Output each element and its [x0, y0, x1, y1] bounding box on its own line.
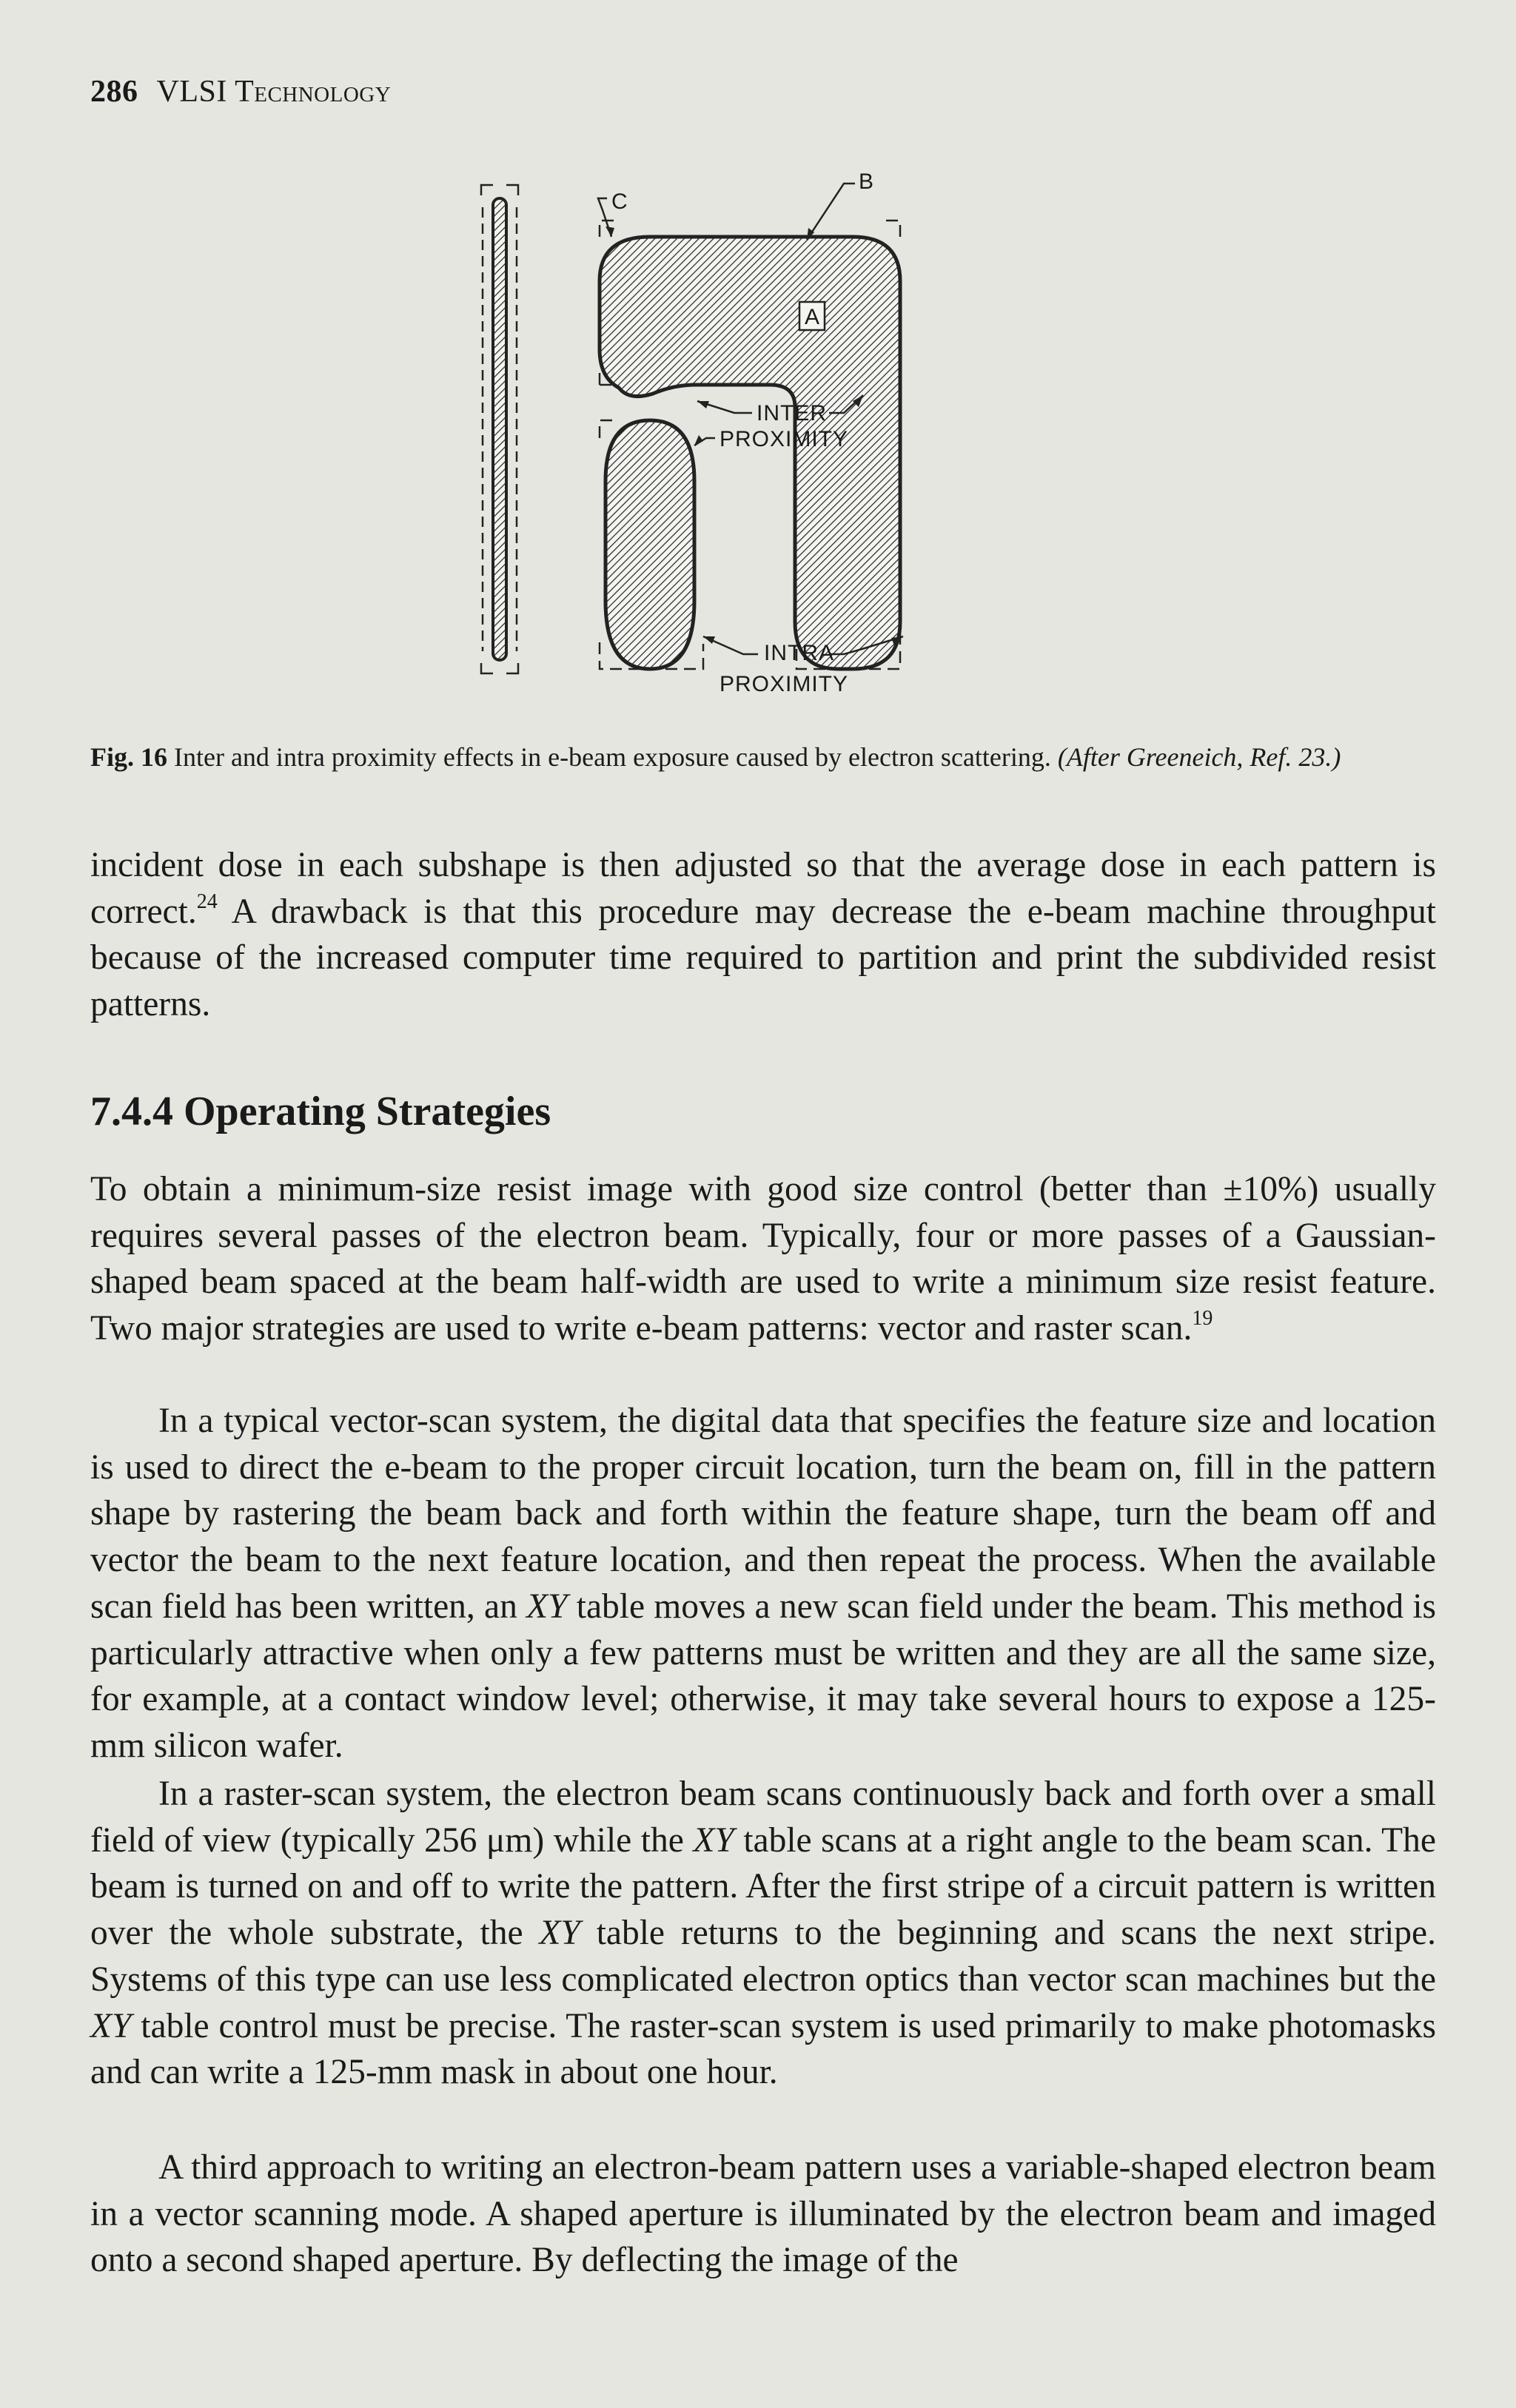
running-title: VLSI Technology [156, 75, 392, 109]
p1-text: To obtain a minimum-size resist image with good size control (better than ±10%) usually requires several passes of the electron beam. Typically, four or more passes of a Gaussian-shaped beam spaced at the beam half-width are used to write a minimum size resist feature. Two major strategies are used to write e-beam patterns: vector and raster scan. [90, 1170, 1436, 1348]
p3-text-c: table returns to the beginning and scans the next stripe. Systems of this type can use less complicated electron optics than vector scan machines but the [90, 1914, 1436, 1999]
paragraph-vector-scan [90, 1398, 1436, 1769]
reference-19: 19 [1192, 1307, 1213, 1331]
p3-text-a: In a raster-scan system, the electron beam scans continuously back and forth over a small field of view (typically 256 μm) while the [90, 1775, 1436, 1860]
label-inter-proximity: PROXIMITY [720, 427, 849, 451]
p3-text-d: table control must be precise. The raster-scan system is used primarily to make photomasks and can write a 125-mm mask in about one hour. [90, 2006, 1436, 2092]
label-intra: INTRA [764, 641, 834, 665]
figure-caption [90, 739, 1436, 776]
p4-text: A third approach to writing an electron-beam pattern uses a variable-shaped electron beam in a vector scanning mode. A shaped aperture is illuminated by the electron beam and imaged onto a second shaped aperture. By deflecting the image of the [90, 2148, 1436, 2280]
p0-text-a: incident dose in each subshape is then adjusted so that the average dose in each pattern is correct. [90, 846, 1436, 931]
paragraph-operating-strategies [90, 1166, 1436, 1352]
p3-xy-3: XY [90, 2006, 132, 2045]
paragraph-continued [90, 842, 1436, 1028]
caption-credit: (After Greeneich, Ref. 23.) [1057, 742, 1341, 772]
p3-text-b: table scans at a right angle to the beam scan. The beam is turned on and off to write the pattern. After the first stripe of a circuit pattern is written over the whole substrate, the [90, 1820, 1436, 1953]
paragraph-raster-scan [90, 1771, 1436, 2096]
p3-xy-1: XY [693, 1820, 734, 1860]
p2-text-b: table moves a new scan field under the beam. This method is particularly attractive when only a few patterns must be written and they are all the same size, for example, at a contact window level; otherwise, it may take several hours to expose a 125-mm silicon wafer. [90, 1587, 1436, 1765]
paragraph-variable-shaped [90, 2145, 1436, 2284]
proximity-effect-figure [459, 163, 1081, 710]
section-heading: 7.4.4 Operating Strategies [90, 1089, 551, 1134]
caption-id: Fig. 16 [90, 742, 167, 772]
running-head [90, 74, 391, 110]
label-b: B [859, 169, 875, 194]
oval-feature [606, 420, 694, 669]
page-number: 286 [90, 75, 138, 109]
label-a: A [805, 305, 821, 329]
edge-view-strip [481, 185, 518, 673]
p2-text-a: In a typical vector-scan system, the digital data that specifies the feature size and location is used to direct the e-beam to the proper circuit location, turn the beam on, fill in the pattern shape by rastering the beam back and forth within the feature shape, turn the beam off and vector the beam to the next feature location, and then repeat the process. When the available scan field has been written, an [90, 1402, 1436, 1626]
label-inter: INTER [757, 401, 827, 426]
caption-text: Inter and intra proximity effects in e-beam exposure caused by electron scattering. [174, 742, 1051, 772]
label-intra-proximity: PROXIMITY [720, 672, 849, 696]
p3-xy-2: XY [539, 1914, 580, 1953]
p2-xy: XY [526, 1587, 568, 1626]
p0-text-b: A drawback is that this procedure may decrease the e-beam machine throughput because of the increased computer time required to partition and print the subdivided resist patterns. [90, 892, 1436, 1024]
reference-24: 24 [196, 889, 218, 913]
label-c: C [611, 189, 628, 214]
